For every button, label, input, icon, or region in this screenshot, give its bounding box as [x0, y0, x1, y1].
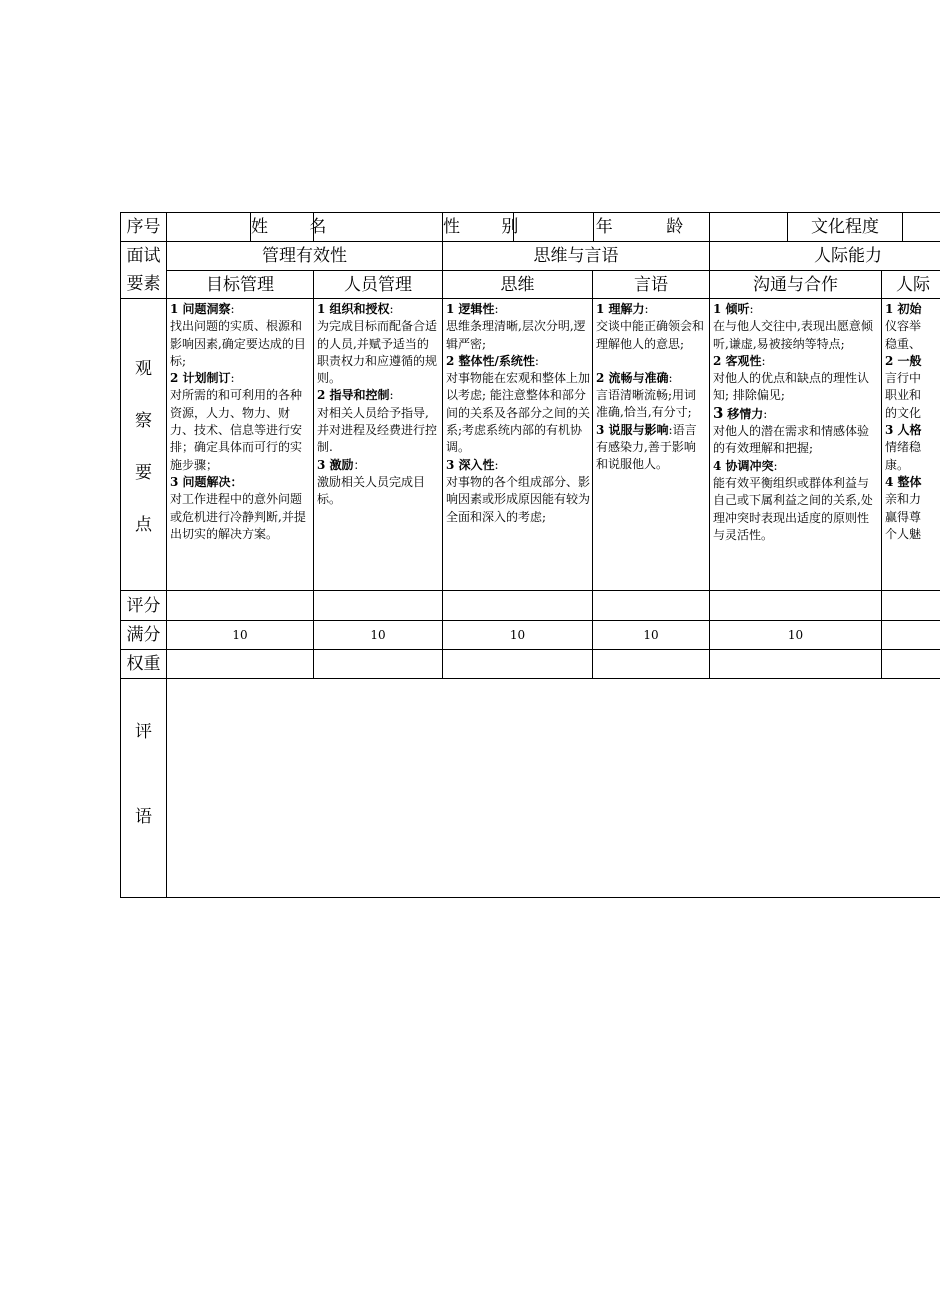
weight-label: 权重	[120, 649, 166, 678]
obs-sep: :	[668, 422, 673, 437]
obs-title: 2 计划制订	[170, 371, 231, 386]
age-value-cell[interactable]	[709, 212, 787, 241]
age-label	[593, 212, 709, 241]
observe-char-3: 要	[135, 463, 152, 483]
weight-cell-interpersonal[interactable]	[881, 649, 940, 678]
group-interpersonal: 人际能力	[709, 241, 940, 270]
obs-sep: :	[761, 353, 766, 368]
element-label	[120, 241, 166, 298]
obs-title: 1 组织和授权	[317, 302, 390, 316]
gender-label-text: 性 别	[443, 217, 537, 237]
obs-text: 语言有感染力,善于影响和说服他人。	[596, 422, 697, 472]
age-label-text: 年 龄	[595, 217, 708, 237]
obs-title: 3 说服与影响	[596, 422, 669, 437]
obs-title: 1 理解力	[596, 302, 645, 316]
obs-title: 3 激励	[317, 457, 354, 472]
obs-text: 能有效平衡组织或群体利益与自己或下属利益之间的关系,处理冲突时表现出适度的原则性与灵活性。	[713, 475, 873, 542]
obs-text: 思维条理清晰,层次分明,逻辑严密;	[446, 319, 586, 351]
full-score-language: 10	[592, 620, 709, 649]
obs-title: 2 客观性	[713, 353, 762, 368]
element-label-line1: 面试	[126, 246, 161, 266]
full-score-thinking: 10	[442, 620, 592, 649]
group-management: 管理有效性	[166, 241, 442, 270]
score-cell-thinking[interactable]	[442, 590, 592, 620]
obs-text: 对他人的优点和缺点的理性认知; 排除偏见;	[713, 371, 870, 403]
obs-sep: :	[230, 302, 235, 316]
name-label	[250, 212, 345, 241]
full-score-label: 满分	[120, 620, 166, 649]
obs-title: 1 问题洞察	[170, 302, 231, 316]
weight-cell-communication[interactable]	[709, 649, 881, 678]
obs-title: 4 协调冲突	[713, 458, 774, 473]
group-thinking-language: 思维与言语	[442, 241, 709, 270]
obs-title: 1 倾听	[713, 302, 750, 316]
obs-title: 移情力	[727, 406, 764, 421]
category-staff-management: 人员管理	[313, 270, 442, 298]
obs-title: 2 整体性/系统性	[446, 353, 535, 368]
obs-text: 情绪稳康。	[885, 440, 922, 472]
weight-cell-goal[interactable]	[166, 649, 313, 678]
score-cell-staff[interactable]	[313, 590, 442, 620]
score-cell-communication[interactable]	[709, 590, 881, 620]
obs-text: 对事物能在宏观和整体上加以考虑; 能注意整体和部分间的关系及各部分之间的关系;考虑系统内部的有机协调。	[446, 371, 591, 455]
observation-goal-management	[166, 298, 313, 590]
obs-sep: :	[534, 353, 539, 368]
obs-text: 对相关人员给予指导,并对进程及经费进行控制.	[317, 405, 438, 455]
weight-cell-thinking[interactable]	[442, 649, 592, 678]
category-interpersonal-partial: 人际	[881, 270, 940, 298]
obs-title: 1 逻辑性	[446, 302, 495, 316]
observation-staff-management	[313, 298, 442, 590]
obs-title: 2 流畅与准确	[596, 370, 669, 385]
observe-char-1: 观	[135, 359, 152, 379]
obs-sep: ：	[353, 457, 366, 472]
observe-char-2: 察	[135, 411, 152, 431]
category-language: 言语	[592, 270, 709, 298]
obs-title: 4 整体	[885, 474, 922, 489]
weight-cell-language[interactable]	[592, 649, 709, 678]
education-value-cell[interactable]	[902, 212, 940, 241]
observe-label	[120, 298, 166, 590]
obs-sep: :	[494, 302, 499, 316]
gender-label	[442, 212, 537, 241]
observation-communication	[709, 298, 881, 590]
obs-text: 激励相关人员完成目标。	[317, 474, 426, 507]
weight-cell-staff[interactable]	[313, 649, 442, 678]
obs-title: 3 人格	[885, 423, 922, 438]
obs-text: 对他人的潜在需求和情感体验的有效理解和把握;	[713, 424, 870, 456]
obs-text: 为完成目标而配备合适的人员,并赋予适当的职责权力和应遵循的规则。	[317, 319, 438, 386]
full-score-goal: 10	[166, 620, 313, 649]
interview-evaluation-form	[120, 212, 940, 898]
full-score-communication: 10	[709, 620, 881, 649]
obs-text: 对事物的各个组成部分、影响因素或形成原因能有较为全面和深入的考虑;	[446, 474, 591, 524]
seq-label: 序号	[120, 212, 166, 241]
obs-text: 交谈中能正确领会和理解他人的意思;	[596, 319, 705, 351]
obs-sep: :	[644, 302, 649, 316]
name-value-cell[interactable]	[313, 212, 442, 241]
obs-text: 仪容举稳重、	[885, 319, 922, 351]
comment-char-1: 评	[135, 722, 152, 742]
obs-title: 2 指导和控制	[317, 388, 390, 403]
obs-sep: :	[230, 371, 235, 386]
full-score-interpersonal	[881, 620, 940, 649]
obs-text: 亲和力赢得尊个人魅	[885, 492, 922, 541]
element-label-line2: 要素	[126, 274, 161, 294]
observation-thinking	[442, 298, 592, 590]
comment-label	[120, 678, 166, 898]
observation-language	[592, 298, 709, 590]
score-label: 评分	[120, 590, 166, 620]
obs-sep: :	[773, 458, 778, 473]
category-thinking: 思维	[442, 270, 592, 298]
gender-value-cell[interactable]	[513, 212, 593, 241]
obs-text: 言行中职业和的文化	[885, 371, 922, 420]
obs-sep: :	[389, 302, 394, 316]
obs-title: 2 一般	[885, 353, 922, 368]
comment-char-2: 语	[135, 807, 152, 827]
obs-sep: :	[763, 406, 768, 421]
obs-text: 对所需的和可利用的各种资源，人力、物力、财力、技术、信息等进行安排；确定具体而可行的实施步骤；	[170, 388, 303, 472]
observation-interpersonal-partial	[881, 298, 940, 590]
obs-sep: :	[749, 302, 754, 316]
comment-area[interactable]	[166, 678, 940, 898]
obs-text: 在与他人交往中,表现出愿意倾听,谦虚,易被接纳等特点;	[713, 319, 873, 351]
obs-text: 对工作进程中的意外问题或危机进行冷静判断,并提出切实的解决方案。	[170, 492, 306, 541]
obs-text: 言语清晰流畅;用词准确,恰当,有分寸;	[596, 388, 697, 420]
observe-char-4: 点	[135, 515, 152, 535]
obs-sep: :	[668, 370, 673, 385]
obs-sep: ：	[230, 474, 243, 489]
score-cell-language[interactable]	[592, 590, 709, 620]
score-cell-goal[interactable]	[166, 590, 313, 620]
obs-title: 1 初始	[885, 302, 922, 316]
score-cell-interpersonal[interactable]	[881, 590, 940, 620]
obs-text: 找出问题的实质、根源和影响因素,确定要达成的目标;	[170, 319, 306, 368]
obs-title: 3 问题解决	[170, 474, 231, 489]
obs-number-large: 3	[713, 403, 724, 422]
obs-sep: :	[494, 457, 499, 472]
obs-sep: :	[389, 388, 394, 403]
category-goal-management: 目标管理	[166, 270, 313, 298]
education-label: 文化程度	[787, 212, 902, 241]
full-score-staff: 10	[313, 620, 442, 649]
seq-value-cell[interactable]	[166, 212, 250, 241]
category-communication: 沟通与合作	[709, 270, 881, 298]
obs-title: 3 深入性	[446, 457, 495, 472]
name-label-text: 姓 名	[251, 217, 345, 237]
